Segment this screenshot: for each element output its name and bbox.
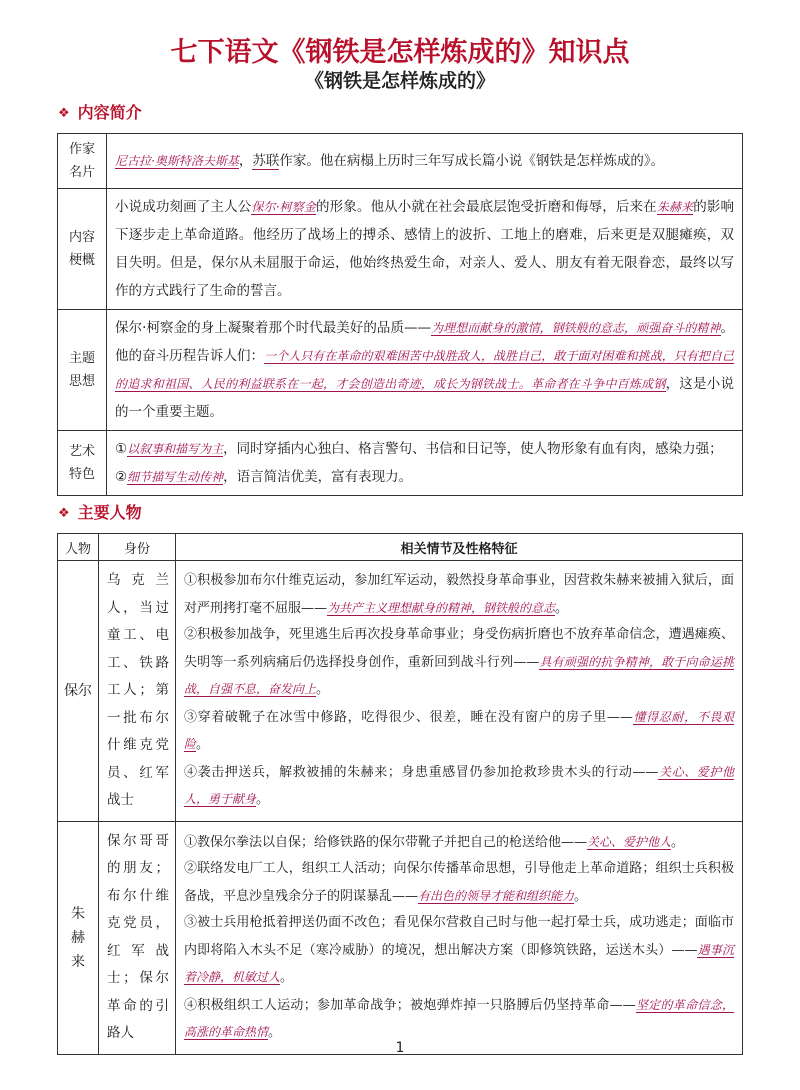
handwritten-annotation: 懂得忍耐，不畏艰险: [184, 709, 734, 751]
handwritten-annotation: 细节描写生动传神: [127, 470, 224, 484]
body-text: 小说成功刻画了主人公: [115, 199, 252, 215]
row-label: 主题 思想: [58, 310, 107, 431]
detail-paragraph: [184, 992, 734, 1047]
table-row: [58, 821, 743, 1054]
row-label: 作家 名片: [58, 134, 107, 189]
row-label: 艺术 特色: [58, 431, 107, 496]
row-content: [107, 310, 743, 431]
handwritten-annotation: 一个人只有在革命的艰难困苦中战胜敌人，战胜自己，敢于面对困难和挑战，只有把自己的追求和祖国、人民的利益联系在一起，才会创造出奇迹，成长为钢铁战士。革命者在斗争中百炼成钢: [115, 349, 734, 391]
detail-paragraph: [184, 856, 734, 910]
character-details: [176, 561, 743, 822]
handwritten-annotation: 遇事沉着冷静，机敏过人: [184, 942, 734, 984]
body-text: ，语言简洁优美，富有表现力。: [223, 469, 413, 485]
document-subtitle: 《钢铁是怎样炼成的》: [304, 70, 495, 92]
handwritten-annotation: 关心、爱护他人，勇于献身: [184, 764, 734, 806]
table-row: [58, 310, 743, 431]
table-row: [58, 561, 743, 822]
body-text: 的形象。他从小就在社会最底层饱受折磨和侮辱，后来在: [315, 199, 657, 215]
body-text: ②积极参加战争，死里逃生后再次投身革命事业；身受伤病折磨也不放弃革命信念，遭遇瘫痪、失明等一系列病痛后仍选择投身创作，重新回到战斗行列——: [184, 627, 734, 670]
character-identity: 保尔哥哥的朋友；布尔什维克党员，红军战士；保尔革命的引路人: [99, 821, 176, 1054]
handwritten-annotation: 以叙事和描写为主: [127, 442, 224, 456]
detail-paragraph: [115, 463, 734, 491]
body-text: 。: [280, 970, 294, 985]
detail-paragraph: [184, 568, 734, 622]
table-header-row: [58, 534, 743, 561]
body-text: ，: [238, 153, 253, 169]
handwritten-annotation: 有出色的领导才能和组织能力: [418, 888, 575, 903]
column-header-plot-traits: 相关情节及性格特征: [176, 534, 743, 561]
body-text: 保尔·柯察金的身上凝聚着那个时代最美好的品质——: [115, 320, 432, 336]
column-header-identity: 身份: [99, 534, 176, 561]
summary-table: [57, 133, 743, 496]
body-text: 。他的奋斗历程告诉人们：: [115, 320, 734, 364]
detail-paragraph: [184, 704, 734, 759]
handwritten-annotation: 为共产主义理想献身的精神，钢铁般的意志: [327, 600, 556, 615]
handwritten-annotation: 为理想而献身的激情，钢铁般的意志，顽强奋斗的精神: [431, 321, 721, 335]
detail-paragraph: [115, 435, 734, 463]
body-text: ①教保尔拳法以自保；给修铁路的保尔带靴子并把自己的枪送给他——: [184, 834, 588, 850]
table-row: [58, 134, 743, 189]
handwritten-annotation: 关心、爱护他人: [587, 834, 672, 849]
section-heading-summary: [58, 100, 142, 123]
section-heading-characters: [58, 500, 142, 523]
document-title: 七下语文《钢铁是怎样炼成的》知识点: [170, 37, 630, 68]
underlined-text: 苏联: [252, 153, 280, 169]
diamond-bullet-icon: ❖: [58, 506, 70, 521]
body-text: ④积极组织工人运动；参加革命战争；被炮弹炸掉一只胳膊后仍坚持革命——: [184, 997, 636, 1013]
body-text: 。: [196, 737, 210, 752]
body-text: 作家。他在病榻上历时三年写成长篇小说《钢铁是怎样炼成的》。: [279, 153, 665, 169]
column-header-character: 人物: [58, 534, 99, 561]
row-content: [107, 134, 743, 189]
body-text: ③被士兵用枪抵着押送仍面不改色；看见保尔营救自己时与他一起打晕士兵，成功逃走；面临市内即将陷入木头不足（寒冷威胁）的境况，想出解决方案（即修筑铁路，运送木头）——: [184, 915, 734, 958]
body-text: ，这是小说的一个重要主题。: [115, 376, 734, 420]
body-text: 的影响下逐步走上革命道路。他经历了战场上的搏杀、感情上的波折、工地上的磨难，后来更是双腿瘫痪，双目失明。但是，保尔从未屈服于命运，他始终热爱生命，对亲人、爱人、朋友有着无限眷恋，最终以写作的方式践行了生命的誓言。: [115, 199, 735, 299]
body-text: ③穿着破靴子在冰雪中修路，吃得很少、很差，睡在没有窗户的房子里——: [184, 709, 633, 725]
diamond-bullet-icon: ❖: [58, 106, 70, 121]
handwritten-annotation: 尼古拉·奥斯特洛夫斯基: [115, 154, 239, 168]
body-text: 。: [316, 682, 330, 697]
body-text: ④袭击押送兵，解救被捕的朱赫来；身患重感冒仍参加抢救珍贵木头的行动——: [184, 764, 659, 780]
character-details: [176, 821, 743, 1054]
handwritten-annotation: 保尔·柯察金: [251, 200, 316, 214]
handwritten-annotation: 具有顽强的抗争精神，敢于向命运挑战，自强不息，奋发向上: [184, 654, 734, 696]
table-row: [58, 431, 743, 496]
detail-paragraph: [184, 910, 734, 992]
body-text: ①: [115, 441, 128, 457]
characters-table: [57, 533, 743, 1055]
row-content: [107, 189, 743, 310]
body-text: ②联络发电厂工人，组织工人活动；向保尔传播革命思想，引导他走上革命道路；组织士兵积极备战，平息沙皇残余分子的阴谋暴乱——: [184, 861, 734, 904]
section-heading-text: 主要人物: [77, 503, 142, 522]
detail-paragraph: [184, 759, 734, 814]
body-text: ，同时穿插内心独白、格言警句、书信和日记等，使人物形象有血有肉，感染力强；: [223, 441, 723, 457]
detail-paragraph: [184, 622, 734, 704]
handwritten-annotation: 坚定的革命信念，高涨的革命热情: [184, 997, 734, 1039]
body-text: ②: [115, 469, 128, 485]
body-text: 。: [555, 600, 569, 616]
body-text: 。: [256, 792, 270, 807]
body-text: ①积极参加布尔什维克运动，参加红军运动，毅然投身革命事业，因营救朱赫来被捕入狱后，面对严刑拷打毫不屈服——: [184, 573, 734, 616]
character-identity: 乌克兰人，当过童工、电工、铁路工人；第一批布尔什维克党员、红军战士: [99, 561, 176, 822]
detail-paragraph: [184, 829, 734, 857]
handwritten-annotation: 朱赫来: [656, 200, 694, 214]
table-row: [58, 189, 743, 310]
character-name: 朱赫来: [58, 821, 99, 1054]
page-number: 1: [395, 1040, 405, 1056]
body-text: 。: [671, 834, 685, 850]
row-content: [107, 431, 743, 496]
section-heading-text: 内容简介: [77, 103, 142, 122]
body-text: 。: [574, 888, 588, 904]
body-text: 。: [268, 1025, 282, 1040]
row-label: 内容 梗概: [58, 189, 107, 310]
character-name: 保尔: [58, 561, 99, 822]
